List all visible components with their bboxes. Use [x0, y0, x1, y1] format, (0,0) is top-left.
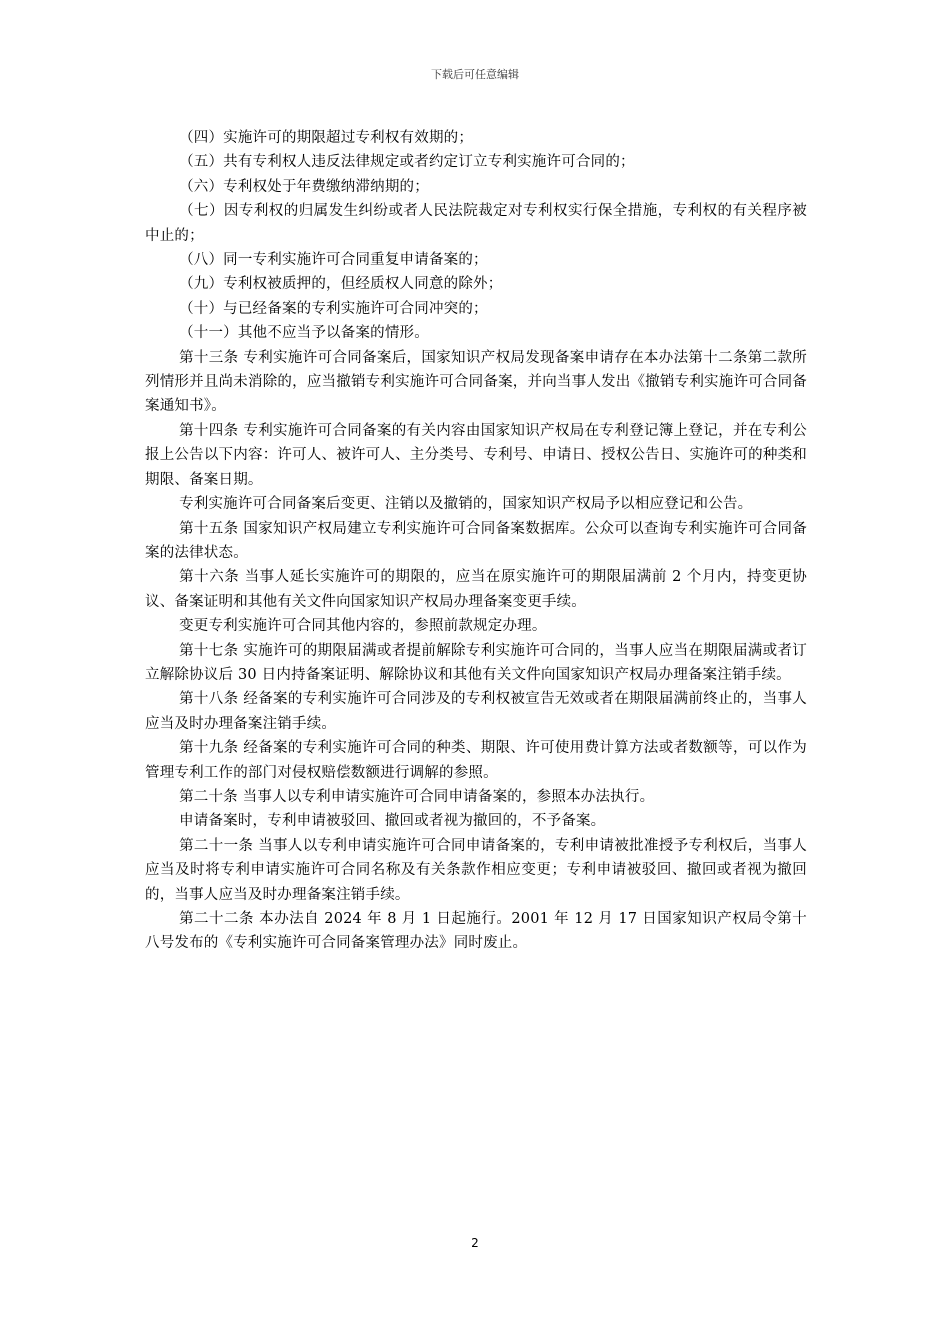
paragraph: （七）因专利权的归属发生纠纷或者人民法院裁定对专利权实行保全措施，专利权的有关程序被中止的；: [145, 203, 807, 244]
paragraph: 变更专利实施许可合同其他内容的，参照前款规定办理。: [179, 618, 547, 635]
paragraph: 第二十一条 当事人以专利申请实施许可合同申请备案的，专利申请被批准授予专利权后，当事人应当及时将专利申请实施许可合同名称及有关条款作相应变更；专利申请被驳回、撤回或者视为撤回的，当事人应当及时办理备案注销手续。: [145, 837, 807, 903]
paragraph: （六）专利权处于年费缴纳滞纳期的；: [179, 178, 429, 195]
page-number: 2: [471, 1236, 479, 1250]
paragraph: 第十五条 国家知识产权局建立专利实施许可合同备案数据库。公众可以查询专利实施许可合同备案的法律状态。: [145, 520, 807, 561]
paragraph: （五）共有专利权人违反法律规定或者约定订立专利实施许可合同的；: [179, 154, 635, 171]
paragraph: 申请备案时，专利申请被驳回、撤回或者视为撤回的，不予备案。: [179, 813, 606, 830]
paragraph: （八）同一专利实施许可合同重复申请备案的；: [179, 252, 488, 269]
paragraph: 第二十条 当事人以专利申请实施许可合同申请备案的，参照本办法执行。: [179, 788, 655, 805]
paragraph: （十）与已经备案的专利实施许可合同冲突的；: [179, 300, 488, 317]
paragraph: 第十八条 经备案的专利实施许可合同涉及的专利权被宣告无效或者在期限届满前终止的，当事人应当及时办理备案注销手续。: [145, 691, 807, 732]
page-header: 下载后可任意编辑: [431, 68, 519, 81]
paragraph: 第十七条 实施许可的期限届满或者提前解除专利实施许可合同的，当事人应当在期限届满或者订立解除协议后 30 日内持备案证明、解除协议和其他有关文件向国家知识产权局办理备案注销手续。: [145, 642, 807, 683]
document-body: [145, 126, 807, 956]
paragraph: 专利实施许可合同备案后变更、注销以及撤销的，国家知识产权局予以相应登记和公告。: [179, 496, 753, 513]
paragraph: 第十六条 当事人延长实施许可的期限的，应当在原实施许可的期限届满前 2 个月内，持变更协议、备案证明和其他有关文件向国家知识产权局办理备案变更手续。: [145, 569, 807, 610]
paragraph: （九）专利权被质押的，但经质权人同意的除外；: [179, 276, 503, 293]
paragraph: （四）实施许可的期限超过专利权有效期的；: [179, 130, 474, 146]
paragraph: （十一）其他不应当予以备案的情形。: [179, 325, 429, 342]
paragraph: 第十九条 经备案的专利实施许可合同的种类、期限、许可使用费计算方法或者数额等，可以作为管理专利工作的部门对侵权赔偿数额进行调解的参照。: [145, 740, 807, 781]
paragraph: 第十四条 专利实施许可合同备案的有关内容由国家知识产权局在专利登记簿上登记，并在专利公报上公告以下内容：许可人、被许可人、主分类号、专利号、申请日、授权公告日、实施许可的种类和期限、备案日期。: [145, 422, 807, 488]
paragraph: 第二十二条 本办法自 2024 年 8 月 1 日起施行。2001 年 12 月 17 日国家知识产权局令第十八号发布的《专利实施许可合同备案管理办法》同时废止。: [145, 911, 807, 952]
paragraph: 第十三条 专利实施许可合同备案后，国家知识产权局发现备案申请存在本办法第十二条第二款所列情形并且尚未消除的，应当撤销专利实施许可合同备案，并向当事人发出《撤销专利实施许可合同备案通知书》。: [145, 349, 807, 415]
